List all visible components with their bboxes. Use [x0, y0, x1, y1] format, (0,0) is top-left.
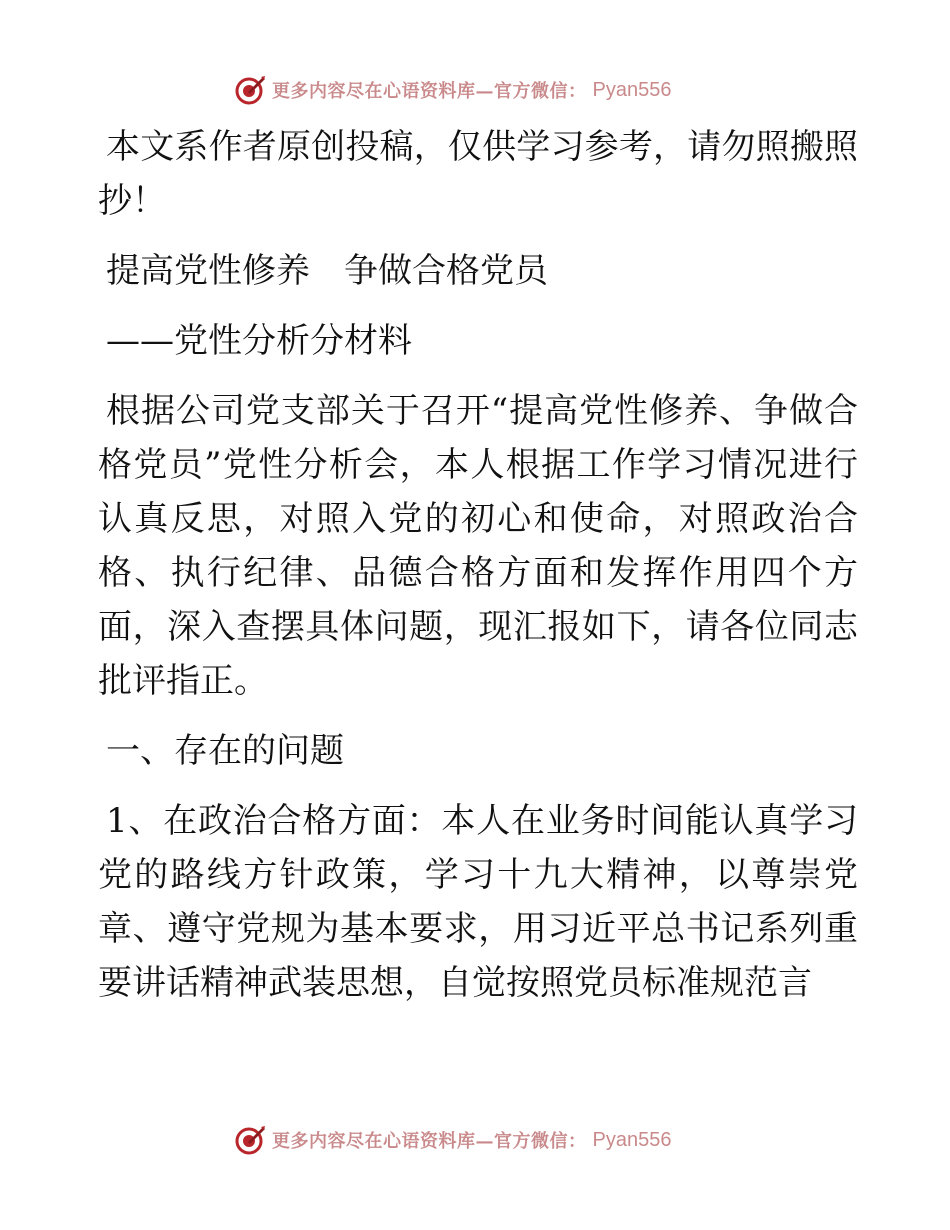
brand-logo-icon [234, 74, 266, 106]
footer-banner [234, 1122, 671, 1158]
section-paragraph: 1、在政治合格方面：本人在业务时间能认真学习党的路线方针政策，学习十九大精神，以尊崇党章、遵守党规为基本要求，用习近平总书记系列重要讲话精神武装思想，自觉按照党员标准规范言 [98, 801, 858, 1003]
brand-logo-icon [234, 1124, 266, 1156]
document-subtitle: ——党性分析分材料 [106, 321, 412, 361]
banner-text: 更多内容尽在心语资料库—官方微信： [272, 1131, 587, 1152]
banner-text: 更多内容尽在心语资料库—官方微信： [272, 81, 587, 102]
intro-paragraph: 根据公司党支部关于召开“提高党性修养、争做合格党员”党性分析会，本人根据工作学习情况进行认真反思，对照入党的初心和使命，对照政治合格、执行纪律、品德合格方面和发挥作用四个方面，深入查摆具体问题，现汇报如下，请各位同志批评指正。 [98, 391, 858, 701]
banner-wechat-id: Pyan556 [592, 78, 672, 101]
banner-wechat-id: Pyan556 [592, 1128, 672, 1151]
notice-paragraph: 本文系作者原创投稿，仅供学习参考，请勿照搬照抄！ [98, 127, 858, 221]
header-banner [234, 72, 671, 108]
document-body [98, 120, 858, 1010]
document-title: 提高党性修养 争做合格党员 [106, 251, 548, 291]
section-heading: 一、存在的问题 [106, 731, 344, 771]
